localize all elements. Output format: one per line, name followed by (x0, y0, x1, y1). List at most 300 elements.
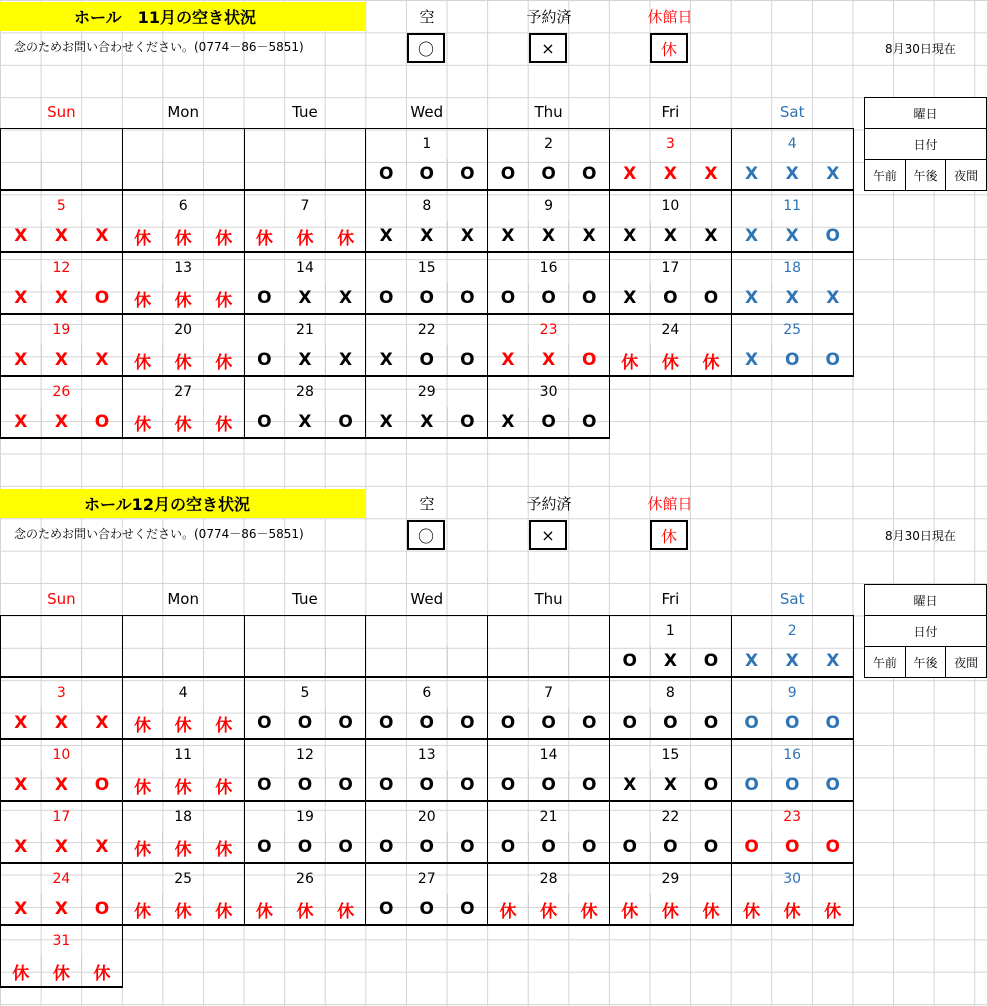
slot-am: X (731, 345, 772, 376)
legend-booked-label: 予約済 (526, 8, 572, 26)
slot-pm: O (285, 708, 326, 739)
legend-booked-label: 予約済 (526, 495, 572, 513)
slot-night (447, 646, 488, 677)
slot-am: X (1, 708, 42, 739)
slot-am (366, 646, 407, 677)
date-number: 12 (244, 739, 366, 770)
slot-pm: 休 (285, 221, 326, 252)
date-number: 3 (609, 128, 731, 159)
date-number: 28 (488, 863, 610, 894)
slot-pm (528, 646, 569, 677)
legend-available-symbol: 〇 (407, 520, 445, 550)
slot-night: X (812, 283, 853, 314)
date-number: 28 (244, 376, 366, 407)
slot-am: O (609, 832, 650, 863)
slot-night: O (569, 770, 610, 801)
slot-am: 休 (244, 221, 285, 252)
slot-night: O (812, 345, 853, 376)
slot-pm: 休 (41, 956, 82, 987)
date-number: 1 (366, 128, 488, 159)
slot-am: O (244, 770, 285, 801)
as-of-date: 8月30日現在 (885, 42, 956, 56)
date-number: 19 (1, 314, 123, 345)
date-number: 29 (366, 376, 488, 407)
slot-am (244, 159, 285, 190)
date-number: 4 (122, 677, 244, 708)
key-pm: 午後 (905, 160, 946, 191)
date-number: 18 (731, 252, 853, 283)
slot-night: 休 (203, 770, 244, 801)
calendar-grid (0, 584, 854, 988)
slot-night: X (569, 221, 610, 252)
slot-am: 休 (122, 708, 163, 739)
calendar-grid (0, 97, 854, 439)
empty-cell (731, 956, 853, 987)
date-number: 11 (122, 739, 244, 770)
slot-night: 休 (203, 407, 244, 438)
date-number: 27 (366, 863, 488, 894)
slot-night: 休 (203, 221, 244, 252)
empty-cell (609, 925, 731, 956)
slot-night (203, 646, 244, 677)
empty-cell (122, 925, 244, 956)
slot-night: O (569, 283, 610, 314)
date-number: 17 (609, 252, 731, 283)
slot-night: O (325, 832, 366, 863)
date-number: 26 (1, 376, 123, 407)
date-number: 10 (1, 739, 123, 770)
slot-night: X (325, 345, 366, 376)
slot-night (569, 646, 610, 677)
date-number: 14 (244, 252, 366, 283)
slot-night: O (812, 708, 853, 739)
empty-cell (731, 376, 853, 407)
date-number: 23 (731, 801, 853, 832)
slot-pm: O (285, 770, 326, 801)
slot-am: 休 (609, 894, 650, 925)
slot-pm: O (772, 770, 813, 801)
slot-am: X (731, 646, 772, 677)
slot-pm: O (406, 894, 447, 925)
date-number: 2 (731, 615, 853, 646)
date-number (122, 128, 244, 159)
slot-night: X (691, 221, 732, 252)
slot-am: O (488, 159, 529, 190)
empty-cell (244, 925, 366, 956)
date-number: 24 (609, 314, 731, 345)
date-number: 3 (1, 677, 123, 708)
date-number (122, 615, 244, 646)
date-number: 13 (122, 252, 244, 283)
slot-pm: 休 (285, 894, 326, 925)
empty-cell (366, 925, 488, 956)
legend-closed-label: 休館日 (647, 8, 693, 26)
slot-night: O (325, 770, 366, 801)
slot-pm: X (41, 708, 82, 739)
slot-night: O (569, 708, 610, 739)
date-number: 15 (366, 252, 488, 283)
slot-am: 休 (122, 407, 163, 438)
slot-night (203, 159, 244, 190)
slot-pm: 休 (528, 894, 569, 925)
month-title: ホール12月の空き状況 (0, 489, 365, 518)
slot-night: O (691, 283, 732, 314)
slot-night: O (569, 345, 610, 376)
slot-night: 休 (691, 894, 732, 925)
slot-pm: X (41, 407, 82, 438)
slot-night: O (325, 708, 366, 739)
slot-pm: X (772, 646, 813, 677)
empty-cell (609, 376, 731, 407)
slot-am: X (366, 221, 407, 252)
date-number: 27 (122, 376, 244, 407)
slot-am: 休 (122, 832, 163, 863)
slot-night (82, 646, 123, 677)
slot-pm (406, 646, 447, 677)
slot-pm: O (528, 283, 569, 314)
date-number: 7 (488, 677, 610, 708)
weekday-header-thu: Thu (488, 97, 610, 128)
slot-am (1, 159, 42, 190)
empty-cell (609, 956, 731, 987)
date-number: 1 (609, 615, 731, 646)
date-number: 8 (366, 190, 488, 221)
date-number: 21 (244, 314, 366, 345)
slot-pm: X (772, 159, 813, 190)
slot-night: X (812, 646, 853, 677)
slot-night: O (812, 770, 853, 801)
slot-night: X (447, 221, 488, 252)
slot-am: 休 (609, 345, 650, 376)
slot-pm: O (528, 407, 569, 438)
slot-night: O (691, 646, 732, 677)
slot-night: O (569, 159, 610, 190)
slot-night: X (82, 345, 123, 376)
slot-pm: O (528, 770, 569, 801)
slot-am: O (731, 770, 772, 801)
slot-am: X (1, 894, 42, 925)
slot-pm: 休 (163, 894, 204, 925)
slot-am: X (488, 345, 529, 376)
key-am: 午前 (865, 647, 906, 678)
slot-am: 休 (244, 894, 285, 925)
slot-pm: 休 (163, 345, 204, 376)
slot-pm: X (528, 221, 569, 252)
slot-night: O (447, 708, 488, 739)
weekday-header-wed: Wed (366, 97, 488, 128)
date-number: 6 (366, 677, 488, 708)
slot-night: 休 (812, 894, 853, 925)
slot-pm (41, 646, 82, 677)
slot-am: 休 (1, 956, 42, 987)
row-key (864, 584, 987, 678)
slot-night: O (82, 894, 123, 925)
slot-night (325, 646, 366, 677)
slot-am (244, 646, 285, 677)
date-number: 15 (609, 739, 731, 770)
slot-am: O (488, 708, 529, 739)
slot-am: X (488, 407, 529, 438)
key-weekday: 曜日 (865, 98, 987, 129)
date-number (488, 615, 610, 646)
weekday-header-sat: Sat (731, 97, 853, 128)
legend-booked-symbol: × (529, 33, 567, 63)
date-number (1, 128, 123, 159)
date-number: 9 (488, 190, 610, 221)
slot-pm: 休 (772, 894, 813, 925)
slot-night: O (82, 283, 123, 314)
empty-cell (731, 407, 853, 438)
date-number (244, 128, 366, 159)
weekday-header-tue: Tue (244, 584, 366, 615)
slot-pm: O (528, 708, 569, 739)
slot-night: O (812, 832, 853, 863)
contact-note: 念のためお問い合わせください。(0774－86－5851) (14, 527, 304, 541)
slot-am: X (1, 221, 42, 252)
slot-night: 休 (203, 832, 244, 863)
slot-pm: 休 (650, 894, 691, 925)
slot-pm: X (285, 407, 326, 438)
slot-pm: X (41, 345, 82, 376)
date-number: 18 (122, 801, 244, 832)
slot-pm: 休 (163, 407, 204, 438)
slot-pm: O (650, 832, 691, 863)
date-number: 26 (244, 863, 366, 894)
slot-night: O (447, 832, 488, 863)
slot-am: 休 (122, 770, 163, 801)
weekday-header-wed: Wed (366, 584, 488, 615)
slot-pm: 休 (163, 770, 204, 801)
slot-am: 休 (122, 221, 163, 252)
empty-cell (244, 956, 366, 987)
weekday-header-mon: Mon (122, 97, 244, 128)
slot-am: X (366, 407, 407, 438)
date-number: 16 (488, 252, 610, 283)
date-number: 30 (731, 863, 853, 894)
slot-am: O (366, 832, 407, 863)
date-number: 10 (609, 190, 731, 221)
slot-pm: 休 (650, 345, 691, 376)
date-number: 29 (609, 863, 731, 894)
slot-am: X (731, 159, 772, 190)
date-number: 5 (1, 190, 123, 221)
slot-pm: O (528, 159, 569, 190)
date-number: 22 (609, 801, 731, 832)
slot-pm: O (650, 708, 691, 739)
slot-pm: O (406, 832, 447, 863)
date-number: 19 (244, 801, 366, 832)
legend-available-label: 空 (419, 495, 435, 513)
date-number: 2 (488, 128, 610, 159)
slot-pm: X (406, 407, 447, 438)
row-key (864, 97, 987, 191)
slot-am: O (731, 832, 772, 863)
slot-am: X (1, 832, 42, 863)
slot-pm: X (285, 345, 326, 376)
as-of-date: 8月30日現在 (885, 529, 956, 543)
date-number: 23 (488, 314, 610, 345)
slot-am: O (488, 770, 529, 801)
weekday-header-fri: Fri (609, 97, 731, 128)
slot-night: X (82, 832, 123, 863)
date-number: 31 (1, 925, 123, 956)
slot-night: 休 (203, 708, 244, 739)
slot-night: 休 (325, 894, 366, 925)
date-number (244, 615, 366, 646)
key-date: 日付 (865, 616, 987, 647)
slot-pm: X (650, 770, 691, 801)
slot-am: O (244, 407, 285, 438)
slot-am: 休 (122, 894, 163, 925)
slot-pm: O (406, 708, 447, 739)
slot-pm: X (41, 770, 82, 801)
slot-pm: 休 (163, 283, 204, 314)
slot-pm: X (650, 646, 691, 677)
date-number: 12 (1, 252, 123, 283)
slot-night: O (447, 345, 488, 376)
month-title: ホール 11月の空き状況 (0, 2, 365, 31)
slot-pm: O (406, 283, 447, 314)
slot-pm (285, 646, 326, 677)
slot-pm: O (285, 832, 326, 863)
date-number: 13 (366, 739, 488, 770)
slot-am: 休 (731, 894, 772, 925)
slot-night: X (82, 708, 123, 739)
slot-am: X (609, 770, 650, 801)
slot-am: X (609, 159, 650, 190)
date-number (1, 615, 123, 646)
slot-am: O (488, 832, 529, 863)
date-number: 20 (122, 314, 244, 345)
slot-night: X (812, 159, 853, 190)
slot-am (122, 159, 163, 190)
empty-cell (609, 407, 731, 438)
slot-am: O (244, 345, 285, 376)
weekday-header-sun: Sun (1, 584, 123, 615)
slot-pm: X (41, 221, 82, 252)
empty-cell (122, 956, 244, 987)
weekday-header-thu: Thu (488, 584, 610, 615)
slot-night: 休 (203, 894, 244, 925)
slot-pm: X (650, 159, 691, 190)
key-date: 日付 (865, 129, 987, 160)
slot-pm: X (406, 221, 447, 252)
slot-am: O (244, 283, 285, 314)
slot-am: X (1, 770, 42, 801)
slot-am (1, 646, 42, 677)
slot-am: O (366, 894, 407, 925)
slot-am: O (366, 159, 407, 190)
legend-available-symbol: 〇 (407, 33, 445, 63)
slot-pm: X (528, 345, 569, 376)
slot-night: O (569, 407, 610, 438)
slot-night: O (447, 159, 488, 190)
date-number: 6 (122, 190, 244, 221)
slot-pm: O (406, 770, 447, 801)
slot-am: O (366, 283, 407, 314)
date-number: 22 (366, 314, 488, 345)
slot-night: O (325, 407, 366, 438)
key-night: 夜間 (946, 647, 987, 678)
contact-note: 念のためお問い合わせください。(0774－86－5851) (14, 40, 304, 54)
date-number: 9 (731, 677, 853, 708)
legend-closed-symbol: 休 (650, 520, 688, 550)
slot-am: O (244, 708, 285, 739)
date-number: 20 (366, 801, 488, 832)
slot-night: 休 (325, 221, 366, 252)
slot-am: O (731, 708, 772, 739)
date-number (366, 615, 488, 646)
slot-night: O (82, 407, 123, 438)
date-number: 30 (488, 376, 610, 407)
slot-night: O (447, 407, 488, 438)
slot-am: O (366, 708, 407, 739)
slot-pm: 休 (163, 708, 204, 739)
slot-night: O (691, 708, 732, 739)
slot-night: 休 (203, 283, 244, 314)
slot-night: O (447, 894, 488, 925)
slot-pm: X (772, 283, 813, 314)
date-number: 8 (609, 677, 731, 708)
slot-night: O (447, 770, 488, 801)
legend-booked-symbol: × (529, 520, 567, 550)
slot-pm: O (650, 283, 691, 314)
weekday-header-mon: Mon (122, 584, 244, 615)
slot-am: X (1, 407, 42, 438)
slot-pm: O (406, 159, 447, 190)
date-number: 25 (731, 314, 853, 345)
slot-am: 休 (122, 345, 163, 376)
empty-cell (488, 956, 610, 987)
date-number: 4 (731, 128, 853, 159)
slot-am: 休 (122, 283, 163, 314)
date-number: 17 (1, 801, 123, 832)
date-number: 5 (244, 677, 366, 708)
slot-pm: O (772, 832, 813, 863)
slot-pm: 休 (163, 832, 204, 863)
slot-am (122, 646, 163, 677)
slot-am: X (1, 283, 42, 314)
slot-pm: X (772, 221, 813, 252)
slot-pm: O (772, 345, 813, 376)
slot-am: X (366, 345, 407, 376)
slot-am: O (366, 770, 407, 801)
key-weekday: 曜日 (865, 585, 987, 616)
slot-night: 休 (82, 956, 123, 987)
slot-night: 休 (203, 345, 244, 376)
date-number: 14 (488, 739, 610, 770)
slot-pm: O (528, 832, 569, 863)
legend-closed-symbol: 休 (650, 33, 688, 63)
weekday-header-tue: Tue (244, 97, 366, 128)
slot-night: X (325, 283, 366, 314)
slot-am: X (731, 221, 772, 252)
weekday-header-sun: Sun (1, 97, 123, 128)
slot-am: O (488, 283, 529, 314)
slot-am: X (1, 345, 42, 376)
slot-night: X (691, 159, 732, 190)
empty-cell (366, 956, 488, 987)
date-number: 21 (488, 801, 610, 832)
date-number: 11 (731, 190, 853, 221)
weekday-header-fri: Fri (609, 584, 731, 615)
slot-pm: X (41, 894, 82, 925)
slot-am: X (609, 283, 650, 314)
slot-am: X (731, 283, 772, 314)
slot-pm: O (772, 708, 813, 739)
slot-pm: O (406, 345, 447, 376)
slot-night (325, 159, 366, 190)
